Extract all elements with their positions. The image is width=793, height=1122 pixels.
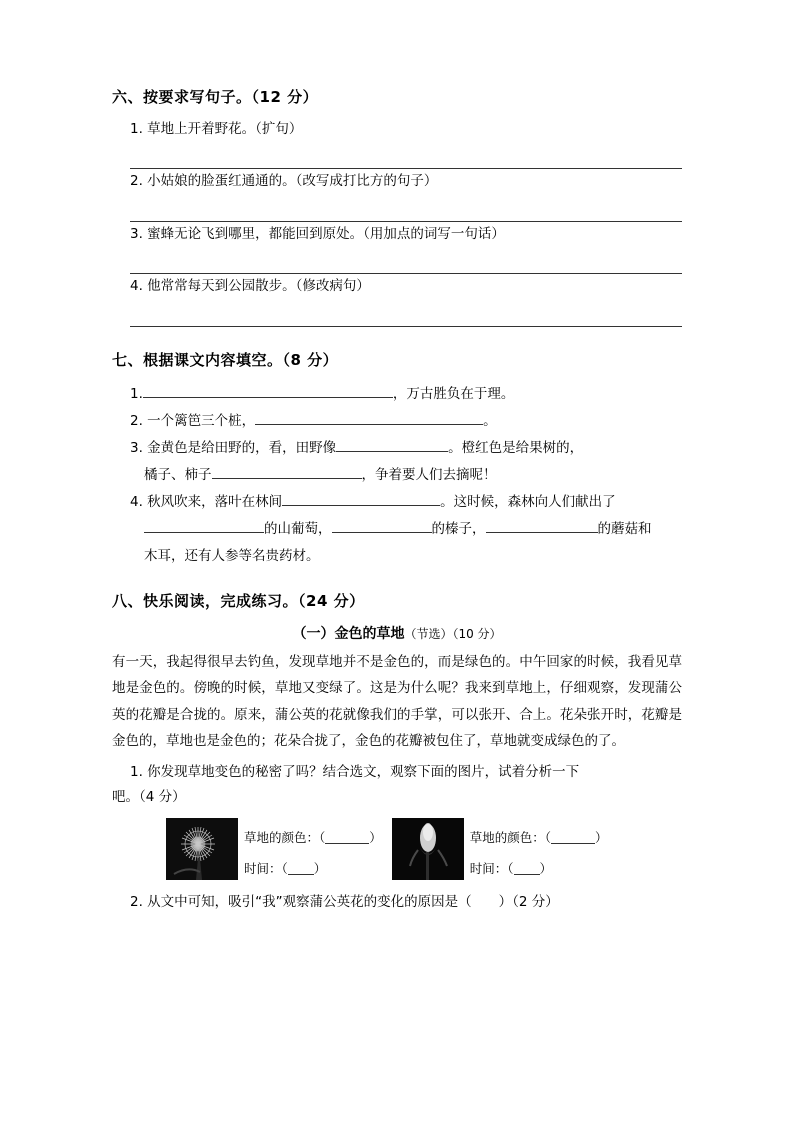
image-answer-row <box>166 818 682 880</box>
reading-subtitle-main: （一）金色的草地 <box>292 625 405 642</box>
section-eight-title: 八、快乐阅读，完成练习。（24 分） <box>112 592 365 611</box>
question-7-4 <box>112 489 682 516</box>
question-8-1-line2: 吧。（4 分） <box>112 789 186 806</box>
question-7-4-cont1 <box>112 516 682 543</box>
dandelion-closed-photo <box>392 818 464 880</box>
question-6-2: 2. 小姑娘的脸蛋红通通的。（改写成打比方的句子） <box>130 173 438 190</box>
section-seven-title: 七、根据课文内容填空。（8 分） <box>112 350 339 369</box>
q7-3-d: ，争着要人们去摘呢！ <box>361 467 497 484</box>
image-2-color-label <box>470 828 608 847</box>
blank-7-4-c[interactable] <box>332 517 432 533</box>
reading-subtitle <box>112 623 682 643</box>
blank-7-4-b[interactable] <box>144 517 264 533</box>
q7-1-prefix: 1. <box>130 386 143 403</box>
q7-3-a: 3. 金黄色是给田野的，看，田野像 <box>130 440 337 457</box>
dandelion-open-photo <box>166 818 238 880</box>
answer-line-6-3[interactable] <box>130 247 682 274</box>
time-tail-1: ） <box>313 861 327 877</box>
blank-7-3-a[interactable] <box>336 436 448 452</box>
color-tail-1: ） <box>369 830 382 846</box>
reading-subtitle-small: （节选）（10 分） <box>404 626 502 641</box>
q7-2-prefix: 2. 一个篱笆三个桩， <box>130 413 256 430</box>
time-label-text-1: 时间：（ <box>244 861 288 877</box>
question-8-2: 2. 从文中可知，吸引“我”观察蒲公英花的变化的原因是（ ）（2 分） <box>130 894 559 911</box>
q7-4-d: 的榛子， <box>431 521 486 538</box>
color-label-text-1: 草地的颜色：（ <box>244 830 326 846</box>
image-1-labels <box>244 818 382 879</box>
question-8-1-line1: 1. 你发现草地变色的秘密了吗？结合选文，观察下面的图片，试着分析一下 <box>130 764 580 781</box>
image-1-time-label <box>244 847 382 878</box>
question-8-1 <box>112 760 682 810</box>
color-label-text-2: 草地的颜色：（ <box>469 830 552 846</box>
question-7-3-cont <box>112 462 682 489</box>
question-7-4-cont2 <box>112 543 682 570</box>
q7-4-a: 4. 秋风吹来，落叶在林间 <box>130 494 283 511</box>
image-2-time-label <box>470 847 608 878</box>
reading-passage: 有一天，我起得很早去钓鱼，发现草地并不是金色的，而是绿色的。中午回家的时候，我看见草地是金色的。傍晚的时候，草地又变绿了。这是为什么呢？我来到草地上，仔细观察，发现蒲公英的花瓣是合拢的。原来，蒲公英的花就像我们的手掌，可以张开、合上。花朵张开时，花瓣是金色的，草地也是金色的；花朵合拢了，金色的花瓣被包住了，草地就变成绿色的了。 <box>112 653 682 749</box>
section-six-title: 六、按要求写句子。（12 分） <box>112 88 319 106</box>
question-7-1 <box>112 381 682 408</box>
time-blank-1[interactable] <box>288 860 314 875</box>
q7-3-b: 。橙红色是给果树的， <box>448 440 584 457</box>
blank-7-4-d[interactable] <box>486 517 598 533</box>
blank-7-1[interactable] <box>143 382 393 398</box>
question-7-2 <box>112 408 682 435</box>
q7-1-suffix: ，万古胜负在于理。 <box>392 386 515 403</box>
color-blank-2[interactable] <box>551 829 595 844</box>
time-blank-2[interactable] <box>514 860 540 875</box>
q7-4-b: 。这时候，森林向人们献出了 <box>440 494 616 511</box>
time-tail-2: ） <box>539 861 553 877</box>
image-cell-2 <box>392 818 608 880</box>
image-1-color-label <box>244 828 382 847</box>
q7-4-e: 的蘑菇和 <box>597 521 652 538</box>
answer-line-6-2[interactable] <box>130 195 682 222</box>
question-6-3: 3. 蜜蜂无论飞到哪里，都能回到原处。（用加点的词写一句话） <box>130 225 505 242</box>
q7-3-c: 橘子、柿子 <box>144 467 212 484</box>
page-content <box>112 86 682 915</box>
blank-7-2[interactable] <box>255 409 483 425</box>
q7-4-f: 木耳，还有人参等名贵药材。 <box>144 548 320 565</box>
blank-7-4-a[interactable] <box>282 490 440 506</box>
q7-4-c: 的山葡萄， <box>264 521 332 538</box>
time-label-text-2: 时间：（ <box>469 861 514 877</box>
question-7-3 <box>112 435 682 462</box>
answer-line-6-4[interactable] <box>130 300 682 327</box>
image-cell-1 <box>166 818 382 880</box>
color-tail-2: ） <box>595 830 608 846</box>
answer-line-6-1[interactable] <box>130 142 682 169</box>
question-6-4: 4. 他常常每天到公园散步。（修改病句） <box>130 278 370 295</box>
image-2-labels <box>470 818 608 879</box>
color-blank-1[interactable] <box>325 829 369 844</box>
question-6-1: 1. 草地上开着野花。（扩句） <box>130 120 303 137</box>
q7-2-suffix: 。 <box>483 413 497 430</box>
blank-7-3-b[interactable] <box>212 463 362 479</box>
